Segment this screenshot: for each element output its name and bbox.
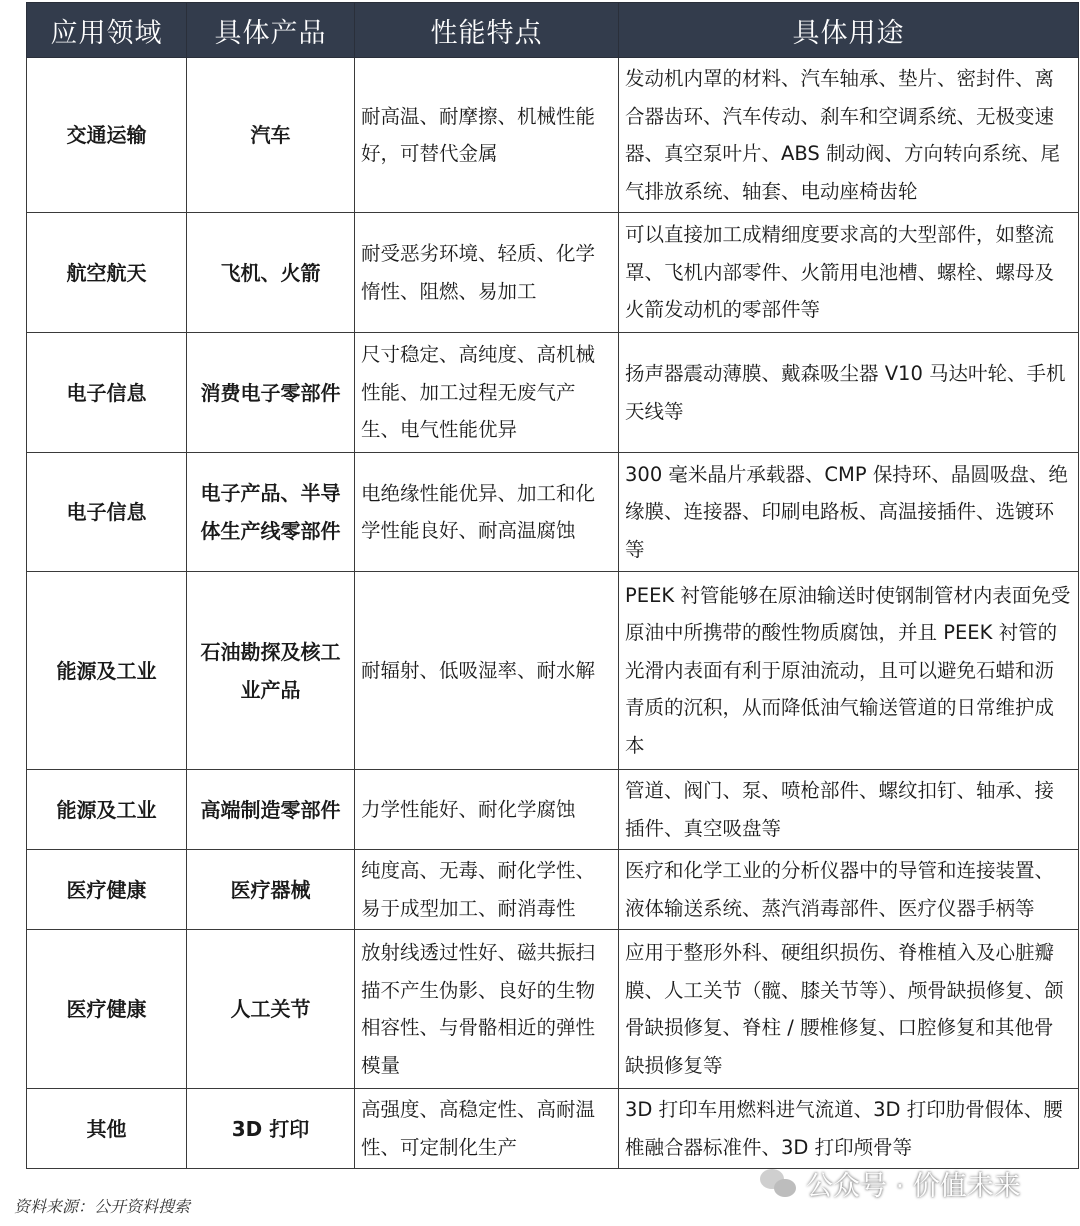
cell-domain: 其他	[27, 1089, 187, 1169]
cell-usage: 医疗和化学工业的分析仪器中的导管和连接装置、液体输送系统、蒸汽消毒部件、医疗仪器手柄等	[619, 850, 1079, 930]
cell-features: 纯度高、无毒、耐化学性、易于成型加工、耐消毒性	[355, 850, 619, 930]
cell-domain: 能源及工业	[27, 572, 187, 770]
cell-product: 石油勘探及核工业产品	[187, 572, 355, 770]
cell-features: 尺寸稳定、高纯度、高机械性能、加工过程无废气产生、电气性能优异	[355, 333, 619, 453]
cell-product: 消费电子零部件	[187, 333, 355, 453]
cell-product: 高端制造零部件	[187, 770, 355, 850]
table-row	[27, 333, 1079, 453]
cell-usage: PEEK 衬管能够在原油输送时使钢制管材内表面免受原油中所携带的酸性物质腐蚀，并且 PEEK 衬管的光滑内表面有利于原油流动，且可以避免石蜡和沥青质的沉积，从而降低油气输送管道的日常维护成本	[619, 572, 1079, 770]
cell-usage: 3D 打印车用燃料进气流道、3D 打印肋骨假体、腰椎融合器标准件、3D 打印颅骨等	[619, 1089, 1079, 1169]
cell-domain: 能源及工业	[27, 770, 187, 850]
cell-domain: 医疗健康	[27, 930, 187, 1089]
cell-domain: 交通运输	[27, 58, 187, 213]
cell-features: 高强度、高稳定性、高耐温性、可定制化生产	[355, 1089, 619, 1169]
table-row	[27, 850, 1079, 930]
table-row	[27, 1089, 1079, 1169]
header-features: 性能特点	[355, 3, 619, 58]
wechat-icon	[760, 1169, 796, 1199]
cell-domain: 医疗健康	[27, 850, 187, 930]
cell-usage: 扬声器震动薄膜、戴森吸尘器 V10 马达叶轮、手机天线等	[619, 333, 1079, 453]
table-row	[27, 58, 1079, 213]
header-usage: 具体用途	[619, 3, 1079, 58]
cell-product: 3D 打印	[187, 1089, 355, 1169]
cell-product: 医疗器械	[187, 850, 355, 930]
source-note: 资料来源：公开资料搜索	[14, 1197, 191, 1216]
cell-features: 耐受恶劣环境、轻质、化学惰性、阻燃、易加工	[355, 213, 619, 333]
cell-usage: 300 毫米晶片承载器、CMP 保持环、晶圆吸盘、绝缘膜、连接器、印刷电路板、高温接插件、选镀环等	[619, 453, 1079, 572]
header-product: 具体产品	[187, 3, 355, 58]
cell-domain: 电子信息	[27, 333, 187, 453]
cell-features: 电绝缘性能优异、加工和化学性能良好、耐高温腐蚀	[355, 453, 619, 572]
table-row	[27, 572, 1079, 770]
cell-features: 耐高温、耐摩擦、机械性能好，可替代金属	[355, 58, 619, 213]
cell-product: 电子产品、半导体生产线零部件	[187, 453, 355, 572]
cell-usage: 发动机内罩的材料、汽车轴承、垫片、密封件、离合器齿环、汽车传动、刹车和空调系统、无极变速器、真空泵叶片、ABS 制动阀、方向转向系统、尾气排放系统、轴套、电动座椅齿轮	[619, 58, 1079, 213]
table-row	[27, 213, 1079, 333]
header-domain: 应用领域	[27, 3, 187, 58]
cell-domain: 电子信息	[27, 453, 187, 572]
cell-usage: 可以直接加工成精细度要求高的大型部件，如整流罩、飞机内部零件、火箭用电池槽、螺栓、螺母及火箭发动机的零部件等	[619, 213, 1079, 333]
cell-features: 力学性能好、耐化学腐蚀	[355, 770, 619, 850]
table-row	[27, 770, 1079, 850]
cell-features: 放射线透过性好、磁共振扫描不产生伪影、良好的生物相容性、与骨骼相近的弹性模量	[355, 930, 619, 1089]
table-row	[27, 930, 1079, 1089]
cell-domain: 航空航天	[27, 213, 187, 333]
peek-application-table	[26, 2, 1079, 1169]
watermark	[760, 1164, 1021, 1203]
cell-product: 汽车	[187, 58, 355, 213]
cell-usage: 管道、阀门、泵、喷枪部件、螺纹扣钉、轴承、接插件、真空吸盘等	[619, 770, 1079, 850]
table-row	[27, 453, 1079, 572]
cell-features: 耐辐射、低吸湿率、耐水解	[355, 572, 619, 770]
watermark-text: 公众号 · 价值未来	[806, 1171, 1021, 1202]
table-header-row	[27, 3, 1079, 58]
cell-usage: 应用于整形外科、硬组织损伤、脊椎植入及心脏瓣膜、人工关节（髋、膝关节等）、颅骨缺损修复、颌骨缺损修复、脊柱 / 腰椎修复、口腔修复和其他骨缺损修复等	[619, 930, 1079, 1089]
cell-product: 人工关节	[187, 930, 355, 1089]
cell-product: 飞机、火箭	[187, 213, 355, 333]
